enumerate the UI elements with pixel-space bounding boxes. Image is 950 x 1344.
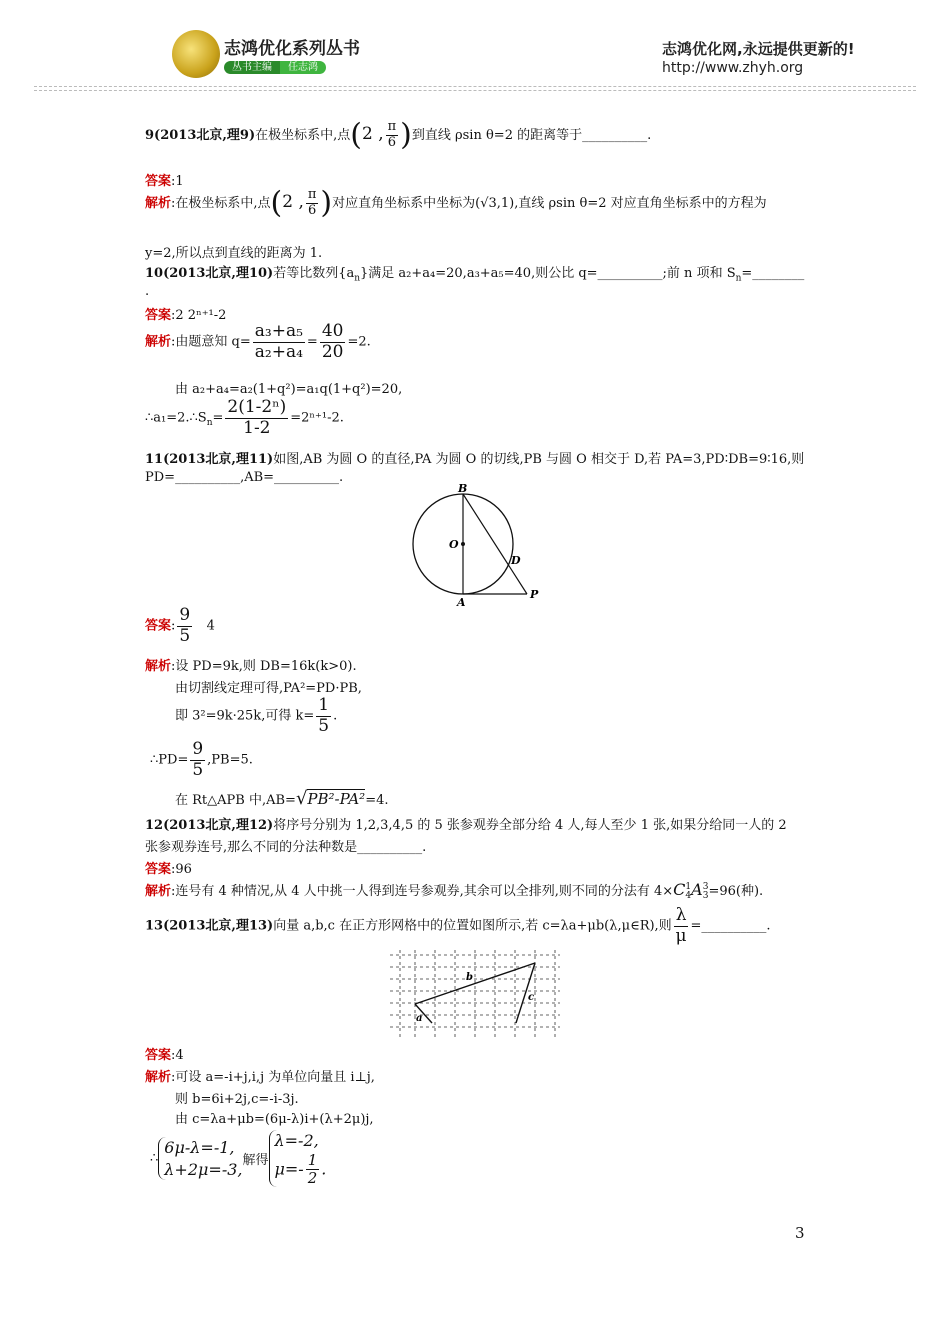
q11-ans-num: 9 xyxy=(179,605,191,625)
q12-text: 将序号分别为 1,2,3,4,5 的 5 张参观券全部分给 4 人,每人至少 1 张,如果分给同一人的 2 xyxy=(273,818,787,833)
q9-pi: π xyxy=(387,119,397,134)
q13-question xyxy=(145,906,771,946)
q9-number: 9 xyxy=(145,127,155,143)
q12-sol-end: =96(种). xyxy=(708,884,764,899)
q12-c-sub: 4 xyxy=(685,890,692,901)
q11-figure xyxy=(405,484,550,609)
secant-pb xyxy=(463,494,527,594)
answer-label: 答案 xyxy=(145,1048,172,1063)
q9-answer-value: :1 xyxy=(171,174,184,189)
q11-line3-a: 即 3²=9k·25k,可得 k= xyxy=(175,708,315,724)
q11-line3-b: . xyxy=(333,708,338,724)
q11-number: 11 xyxy=(145,452,164,467)
q11-line4-num: 9 xyxy=(192,739,204,759)
answer-label: 答案 xyxy=(145,174,172,189)
q13-source: (2013北京,理13) xyxy=(163,918,274,934)
q11-line3 xyxy=(175,696,337,736)
q13-answer-value: :4 xyxy=(171,1048,184,1063)
q13-text2: =__________. xyxy=(690,918,771,934)
q13-sys2-den: 2 xyxy=(307,1168,318,1187)
label-b: b xyxy=(466,972,473,983)
editor-tag xyxy=(224,58,326,73)
q13-systems: ∴ 6μ-λ=-1, λ+2μ=-3, 解得 λ=-2, μ=- $\frac{1}{2}$ . xyxy=(150,1131,327,1187)
q9-answer xyxy=(145,170,184,189)
q13-frac-den: μ xyxy=(675,925,687,946)
q11-line5: 在 Rt△APB 中,AB=√PB²-PA²=4. xyxy=(175,788,389,809)
q9-blank: __________. xyxy=(582,127,652,143)
q13-grid-figure xyxy=(390,950,560,1040)
q10-text2: }满足 a₂+a₄=20,a₃+a₅=40,则公比 q=__________;前 n 项和 S xyxy=(360,266,736,281)
q9-sol-a: :在极坐标系中,点 xyxy=(171,195,271,211)
center-dot xyxy=(461,542,465,546)
q12-a-sub: 3 xyxy=(702,890,709,901)
label-a: a xyxy=(416,1013,423,1024)
solution-label: 解析 xyxy=(145,195,172,211)
brand-logo xyxy=(172,30,220,78)
q11-ans-den: 5 xyxy=(179,625,191,646)
q11-line5-a: 在 Rt△APB 中,AB= xyxy=(175,793,296,808)
q11-line4-b: ,PB=5. xyxy=(207,752,253,768)
answer-label: 答案 xyxy=(145,862,172,877)
q12-question-2: 张参观券连号,那么不同的分法种数是__________. xyxy=(145,840,427,855)
q11-text: 如图,AB 为圆 O 的直径,PA 为圆 O 的切线,PB 与圆 O 相交于 D,若 PA=3,PD∶DB=9∶16,则 xyxy=(273,452,805,467)
q10-question: 10(2013北京,理10)若等比数列$\{a_n\}$满足 a₂+a₄=20,a₃+a₅=40,则公比 q=__________;前 n 项和 $S_n=\_\_\_\_\_\_\_\_$ xyxy=(145,266,805,284)
q10-frac1-num: a₃+a₅ xyxy=(254,321,303,341)
q12-question xyxy=(145,814,787,833)
q10-line3-b: =2ⁿ⁺¹-2. xyxy=(290,410,344,426)
q12-answer-value: :96 xyxy=(171,862,192,877)
q9-sol-b: 对应直角坐标系中坐标为( xyxy=(332,195,481,211)
q9-sol-c: ,1),直线 ρsin θ=2 对应直角坐标系中的方程为 xyxy=(496,195,767,211)
header-divider xyxy=(34,86,916,87)
q10-frac1-den: a₂+a₄ xyxy=(254,341,303,362)
q9-six: 6 xyxy=(387,134,396,150)
q13-text: 向量 a,b,c 在正方形网格中的位置如图所示,若 c=λa+μb(λ,μ∈R),则 xyxy=(273,918,672,934)
q12-c-sup: 1 xyxy=(685,881,692,892)
q13-frac-num: λ xyxy=(675,905,687,925)
q13-solve: 解得 xyxy=(242,1153,269,1169)
q11-line4-a: ∴PD= xyxy=(150,752,189,768)
label-p: P xyxy=(530,588,539,601)
q10-text3: =________ xyxy=(741,266,805,281)
header-url: http://www.zhyh.org xyxy=(662,60,804,76)
q10-line3-a: ∴a₁=2.∴S xyxy=(145,410,207,426)
q9-point: 2 , xyxy=(361,123,384,144)
q11-question-2: PD=__________,AB=__________. xyxy=(145,470,344,485)
q10-answer-value: :2 2ⁿ⁺¹-2 xyxy=(171,308,227,323)
q13-sys2-num: 1 xyxy=(307,1150,318,1169)
q11-answer: 答案: $\frac{9}{5}$ 4 xyxy=(145,605,215,646)
q13-answer xyxy=(145,1044,184,1063)
q11-line5-rad: PB²-PA² xyxy=(307,790,366,808)
q12-sol: :连号有 4 种情况,从 4 人中挑一人得到连号参观券,其余可以全排列,则不同的分法有 4× xyxy=(171,884,674,899)
solution-label: 解析 xyxy=(145,1070,172,1085)
q11-line3-den: 5 xyxy=(318,715,330,736)
q10-sol-b: =2. xyxy=(347,334,371,350)
solution-label: 解析 xyxy=(145,659,172,674)
label-c: c xyxy=(528,992,535,1003)
header-slogan: 志鸿优化网,永远提供更新的! xyxy=(662,40,855,58)
answer-label: 答案 xyxy=(145,308,172,323)
q12-answer xyxy=(145,858,192,877)
q12-number: 12 xyxy=(145,818,164,833)
answer-label: 答案 xyxy=(145,618,172,634)
q11-line2: 由切割线定理可得,PA²=PD·PB, xyxy=(175,681,362,696)
q10-number: 10 xyxy=(145,266,164,281)
q9-pi: π xyxy=(307,187,317,202)
q10-solution: 解析:由题意知 q= $\frac{\text{a₃+a₅}}{\text{a₂+a₄}}$ = $\frac{40}{20}$ =2. xyxy=(145,321,371,362)
q9-solution: 解析:在极坐标系中,点(2 , $\frac{\pi}{6}$ )对应直角坐标系中坐标为(√3,1),直线 ρsin θ=2 对应直角坐标系中的方程为 xyxy=(145,185,767,221)
q10-line3-den: 1-2 xyxy=(243,417,271,438)
q13-sys1-b: λ+2μ=-3, xyxy=(164,1159,243,1179)
q9-six: 6 xyxy=(308,202,317,218)
label-d: D xyxy=(511,554,521,567)
q13-sys1-a: 6μ-λ=-1, xyxy=(164,1137,235,1157)
q12-c: C xyxy=(673,880,686,899)
label-a: A xyxy=(457,596,466,609)
q11-solution xyxy=(145,655,357,674)
q10-line3-num: 2(1-2ⁿ) xyxy=(227,397,287,417)
q10-dot: . xyxy=(145,284,150,299)
q11-question xyxy=(145,448,804,467)
header-divider xyxy=(34,90,916,91)
q13-line3: 由 c=λa+μb=(6μ-λ)i+(λ+2μ)j, xyxy=(175,1112,374,1127)
q11-line5-b: =4. xyxy=(365,793,389,808)
q13-solution xyxy=(145,1066,375,1085)
brand-title: 志鸿优化系列丛书 xyxy=(224,39,360,59)
q10-frac2-den: 20 xyxy=(321,341,344,362)
q13-sol-a: :可设 a=-i+j,i,j 为单位向量且 i⊥j, xyxy=(171,1070,375,1085)
q13-line2: 则 b=6i+2j,c=-i-3j. xyxy=(175,1092,299,1107)
label-o: O xyxy=(449,538,459,551)
q10-answer xyxy=(145,304,226,323)
q12-solution xyxy=(145,880,763,901)
q10-frac2-num: 40 xyxy=(321,321,344,341)
q10-source: (2013北京,理10) xyxy=(163,266,274,281)
q12-a-sup: 3 xyxy=(702,881,709,892)
q11-line4 xyxy=(150,740,253,780)
q13-number: 13 xyxy=(145,918,164,934)
q10-sol-a: :由题意知 q= xyxy=(171,334,251,350)
q11-line4-den: 5 xyxy=(192,759,204,780)
label-b: B xyxy=(458,484,468,495)
q13-sys2-b-pre: μ=- xyxy=(274,1158,304,1178)
editor-name: 任志鸿 xyxy=(280,61,326,74)
q11-sol-a: :设 PD=9k,则 DB=16k(k>0). xyxy=(171,659,357,674)
q10-text: 若等比数列{a xyxy=(273,266,355,281)
q9-text-b: 到直线 ρsin θ=2 的距离等于 xyxy=(411,127,583,143)
q13-sys2-end: . xyxy=(321,1158,327,1178)
q13-sys2-a: λ=-2, xyxy=(274,1131,319,1150)
q9-sqrt3: √3 xyxy=(480,195,497,211)
editor-label: 丛书主编 xyxy=(224,61,280,74)
q11-line3-num: 1 xyxy=(318,695,330,715)
q9-question: 9(2013北京,理9)在极坐标系中,点(2 , $\frac{\pi}{6}$ )到直线 ρsin θ=2 的距离等于__________. xyxy=(145,117,652,153)
q9-source: (2013北京,理9) xyxy=(154,127,256,143)
q10-line3: $\therefore a_1=2.\therefore S_n=$ $\frac{\text{2(1-2ⁿ)}}{1-2}$ =2ⁿ⁺¹-2. xyxy=(145,397,344,438)
page-number: 3 xyxy=(795,1224,805,1242)
q9-text: 在极坐标系中,点 xyxy=(255,127,351,143)
solution-label: 解析 xyxy=(145,884,172,899)
q12-a: A xyxy=(691,880,703,899)
q11-ans-b: 4 xyxy=(206,618,215,634)
q11-source: (2013北京,理11) xyxy=(163,452,274,467)
q12-source: (2013北京,理12) xyxy=(163,818,274,833)
solution-label: 解析 xyxy=(145,334,172,350)
q9-solution-end: y=2,所以点到直线的距离为 1. xyxy=(145,246,323,261)
q10-line2: 由 a₂+a₄=a₂(1+q²)=a₁q(1+q²)=20, xyxy=(175,382,403,397)
